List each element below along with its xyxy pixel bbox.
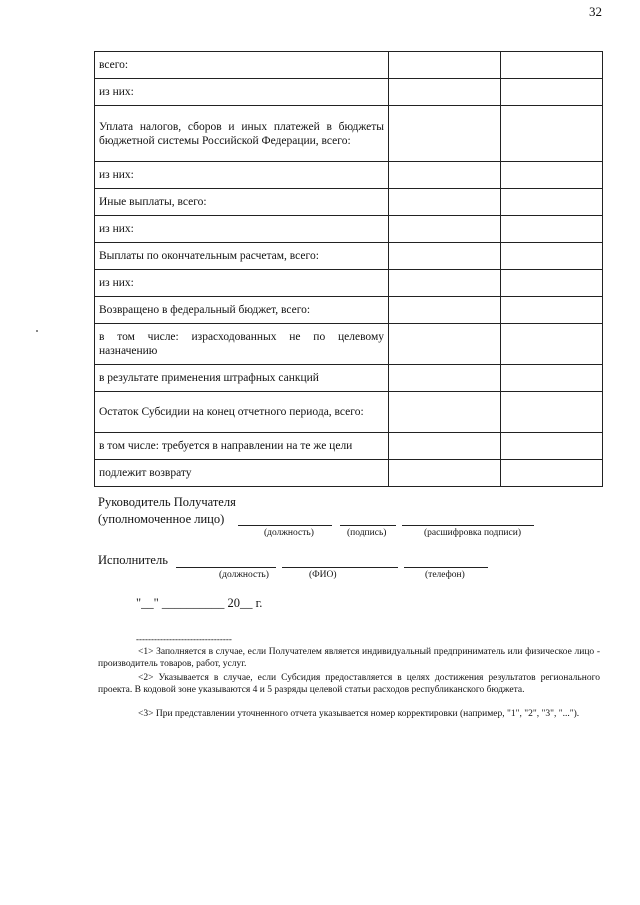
page-number: 32 [589,4,602,19]
footnote-2: <2> Указывается в случае, если Субсидия предоставляется в целях достижения результатов регионального проекта. В кодовой зоне указываются 4 и 5 разряды целевой статьи расходов республиканского бюджета. [98,673,600,695]
footnote-divider: -------------------------------- [136,634,232,644]
head-label-1: Руководитель Получателя [98,495,236,509]
value-cell-2[interactable] [501,297,603,324]
table-row [95,270,603,297]
value-cell-1[interactable] [389,243,501,270]
position-line[interactable] [238,525,332,526]
report-table [94,51,603,487]
value-cell-2[interactable] [501,433,603,460]
table-row [95,189,603,216]
signature-line[interactable] [340,525,396,526]
table-row [95,52,603,79]
caption-fio: (ФИО) [309,570,337,580]
table-row [95,365,603,392]
row-label: всего: [95,52,389,79]
row-label: из них: [95,270,389,297]
caption-signature: (подпись) [347,528,387,538]
scan-mark [36,330,38,332]
caption-phone: (телефон) [425,570,465,580]
row-label: в том числе: израсходованных не по целевому назначению [95,324,389,365]
row-label: Возвращено в федеральный бюджет, всего: [95,297,389,324]
value-cell-1[interactable] [389,216,501,243]
value-cell-2[interactable] [501,216,603,243]
table-row [95,460,603,487]
executor-phone-line[interactable] [404,567,488,568]
value-cell-1[interactable] [389,460,501,487]
value-cell-2[interactable] [501,162,603,189]
value-cell-1[interactable] [389,189,501,216]
caption-position-2: (должность) [219,570,269,580]
caption-position: (должность) [264,528,314,538]
value-cell-2[interactable] [501,270,603,297]
row-label: из них: [95,79,389,106]
value-cell-1[interactable] [389,270,501,297]
value-cell-1[interactable] [389,433,501,460]
value-cell-1[interactable] [389,79,501,106]
footnote-3: <3> При представлении уточненного отчета указывается номер корректировки (например, "1", "2", "3", "..."). [138,709,580,719]
value-cell-1[interactable] [389,106,501,162]
value-cell-1[interactable] [389,392,501,433]
value-cell-2[interactable] [501,460,603,487]
table-row [95,297,603,324]
row-label: из них: [95,162,389,189]
date-line[interactable]: "__" __________ 20__ г. [136,596,263,610]
value-cell-1[interactable] [389,365,501,392]
executor-label: Исполнитель [98,553,168,567]
table-row [95,216,603,243]
caption-decoding: (расшифровка подписи) [424,528,521,538]
value-cell-2[interactable] [501,106,603,162]
table-row [95,243,603,270]
executor-fio-line[interactable] [282,567,398,568]
table-row [95,79,603,106]
value-cell-1[interactable] [389,52,501,79]
value-cell-1[interactable] [389,297,501,324]
table-row [95,324,603,365]
head-label-2: (уполномоченное лицо) [98,512,225,526]
value-cell-2[interactable] [501,79,603,106]
value-cell-2[interactable] [501,243,603,270]
value-cell-2[interactable] [501,392,603,433]
row-label: в результате применения штрафных санкций [95,365,389,392]
value-cell-2[interactable] [501,324,603,365]
value-cell-2[interactable] [501,365,603,392]
row-label: Остаток Субсидии на конец отчетного периода, всего: [95,392,389,433]
footnote-1: <1> Заполняется в случае, если Получателем является индивидуальный предприниматель или физическое лицо - производитель товаров, работ, услуг. [98,647,600,669]
value-cell-2[interactable] [501,189,603,216]
executor-position-line[interactable] [176,567,276,568]
value-cell-1[interactable] [389,324,501,365]
decoding-line[interactable] [402,525,534,526]
row-label: Уплата налогов, сборов и иных платежей в бюджеты бюджетной системы Российской Федерации, всего: [95,106,389,162]
row-label: Иные выплаты, всего: [95,189,389,216]
row-label: подлежит возврату [95,460,389,487]
table-row [95,392,603,433]
row-label: из них: [95,216,389,243]
row-label: Выплаты по окончательным расчетам, всего: [95,243,389,270]
table-row [95,433,603,460]
value-cell-2[interactable] [501,52,603,79]
row-label: в том числе: требуется в направлении на те же цели [95,433,389,460]
table-row [95,162,603,189]
table-row [95,106,603,162]
value-cell-1[interactable] [389,162,501,189]
